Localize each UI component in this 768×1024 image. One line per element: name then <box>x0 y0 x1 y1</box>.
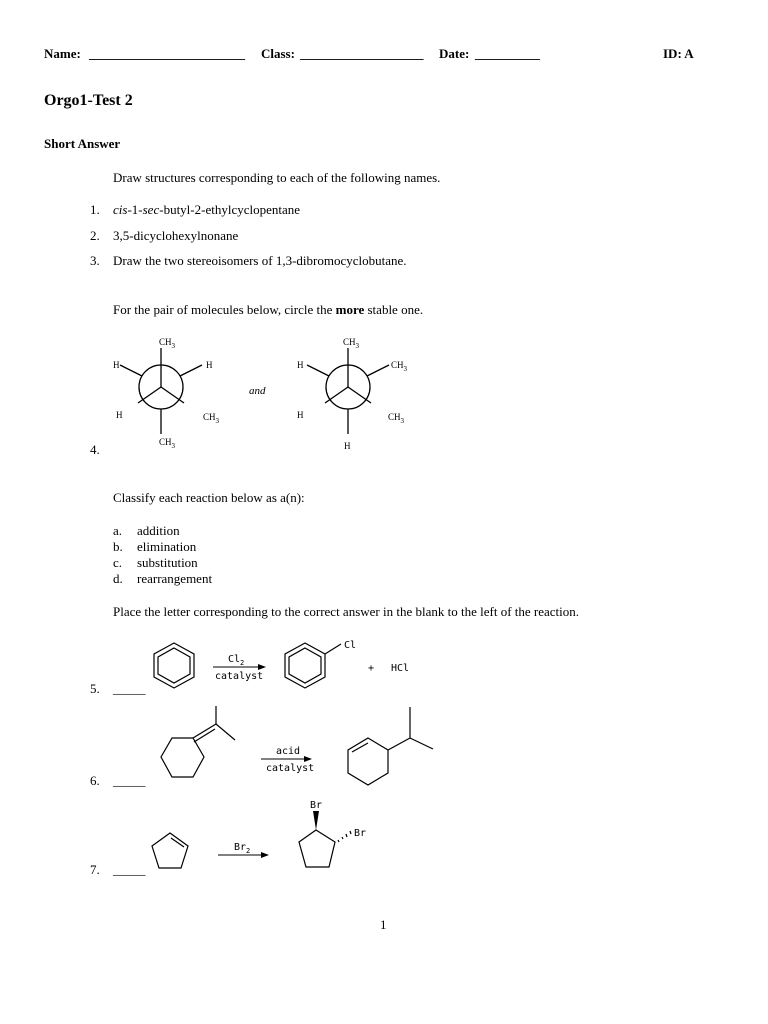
pair-instructions-after: stable one. <box>364 302 424 317</box>
isopropylcyclohexene-product <box>348 707 433 785</box>
newman-left-upper-left: H <box>113 360 120 370</box>
newman-right-lower-left: H <box>297 410 304 420</box>
question-2-text: 3,5-dicyclohexylnonane <box>113 228 239 243</box>
date-label: Date: <box>439 46 470 61</box>
question-7-blank[interactable]: _____ <box>113 862 146 877</box>
id-label: ID: A <box>663 46 694 61</box>
reaction-7 <box>148 797 388 877</box>
reaction-7-substituent-2: Br <box>354 828 367 839</box>
question-1-sec: sec <box>142 202 160 217</box>
place-letter-instructions: Place the letter corresponding to the correct answer in the blank to the left of the reaction. <box>113 604 580 619</box>
isopropylidene-cyclohexane <box>161 706 235 777</box>
choice-d-text: rearrangement <box>137 571 213 586</box>
choice-a-letter: a. <box>113 523 123 538</box>
dibromocyclopentane-product <box>299 830 335 867</box>
section-heading: Short Answer <box>44 136 121 151</box>
question-6-number: 6. <box>90 773 100 788</box>
reaction-5-product-substituent: Cl <box>344 640 357 651</box>
reaction-5-plus: + <box>368 663 375 674</box>
question-1-number: 1. <box>90 202 100 217</box>
choice-a-text: addition <box>137 523 180 538</box>
benzene-reactant <box>154 643 194 688</box>
question-3-text: Draw the two stereoisomers of 1,3-dibromocyclobutane. <box>113 253 407 268</box>
newman-right-bottom: H <box>344 441 351 451</box>
choice-b-letter: b. <box>113 539 123 554</box>
newman-right[interactable] <box>307 348 389 434</box>
name-blank[interactable]: ________________________ <box>89 46 245 61</box>
reaction-6 <box>148 703 448 793</box>
newman-right-upper-right: $CH_3$ <box>391 360 408 373</box>
newman-left-bottom: $CH_3$ <box>159 437 176 450</box>
reaction-6-condition: catalyst <box>266 763 315 774</box>
question-1-cis: cis <box>113 202 128 217</box>
newman-left-lower-right: $CH_3$ <box>203 412 220 425</box>
draw-instructions: Draw structures corresponding to each of the following names. <box>113 170 441 185</box>
reaction-5 <box>148 632 478 707</box>
reaction-5-arrowhead <box>258 664 266 670</box>
wedge-bond <box>313 811 319 830</box>
classify-instructions: Classify each reaction below as a(n): <box>113 490 305 505</box>
choice-c-letter: c. <box>113 555 123 570</box>
reaction-6-reagent: acid <box>276 746 301 757</box>
page-title: Orgo1-Test 2 <box>44 92 133 109</box>
and-label: and <box>249 385 266 397</box>
question-4-number: 4. <box>90 442 100 457</box>
date-blank[interactable]: __________ <box>475 46 540 61</box>
newman-left-lower-left: H <box>116 410 123 420</box>
class-blank[interactable]: ___________________ <box>300 46 424 61</box>
reaction-5-reagent: $Cl_2$ <box>228 654 245 667</box>
pair-instructions <box>113 302 423 318</box>
choice-c-text: substitution <box>137 555 198 570</box>
newman-right-upper-left: H <box>297 360 304 370</box>
hashed-bond <box>338 831 351 842</box>
pair-instructions-bold: more <box>335 302 365 317</box>
question-1-part2: -1- <box>127 202 143 217</box>
newman-left-upper-right: H <box>206 360 213 370</box>
chlorobenzene-product <box>285 643 341 688</box>
question-7-number: 7. <box>90 862 100 877</box>
reaction-7-substituent-1: Br <box>310 800 323 811</box>
page-number: 1 <box>380 917 387 932</box>
cyclopentene-reactant <box>152 833 188 868</box>
question-5-blank[interactable]: _____ <box>113 681 146 696</box>
newman-left-top: $CH_3$ <box>159 337 176 350</box>
choice-d-letter: d. <box>113 571 123 586</box>
reaction-7-arrowhead <box>261 852 269 858</box>
newman-right-top: $CH_3$ <box>343 337 360 350</box>
reaction-5-condition: catalyst <box>215 671 264 682</box>
reaction-5-byproduct: HCl <box>391 663 410 674</box>
question-2-number: 2. <box>90 228 100 243</box>
question-6-blank[interactable]: _____ <box>113 773 146 788</box>
question-1-part3: -butyl-2-ethylcyclopentane <box>159 202 301 217</box>
question-5-number: 5. <box>90 681 100 696</box>
class-label: Class: <box>261 46 295 61</box>
name-label: Name: <box>44 46 81 61</box>
question-3-number: 3. <box>90 253 100 268</box>
newman-projections <box>110 332 440 457</box>
pair-instructions-before: For the pair of molecules below, circle the <box>113 302 336 317</box>
reaction-6-arrowhead <box>304 756 312 762</box>
question-1-text <box>113 202 300 218</box>
choice-b-text: elimination <box>137 539 197 554</box>
newman-right-lower-right: $CH_3$ <box>388 412 405 425</box>
newman-left[interactable] <box>120 348 202 434</box>
reaction-7-reagent: $Br_2$ <box>234 842 251 855</box>
